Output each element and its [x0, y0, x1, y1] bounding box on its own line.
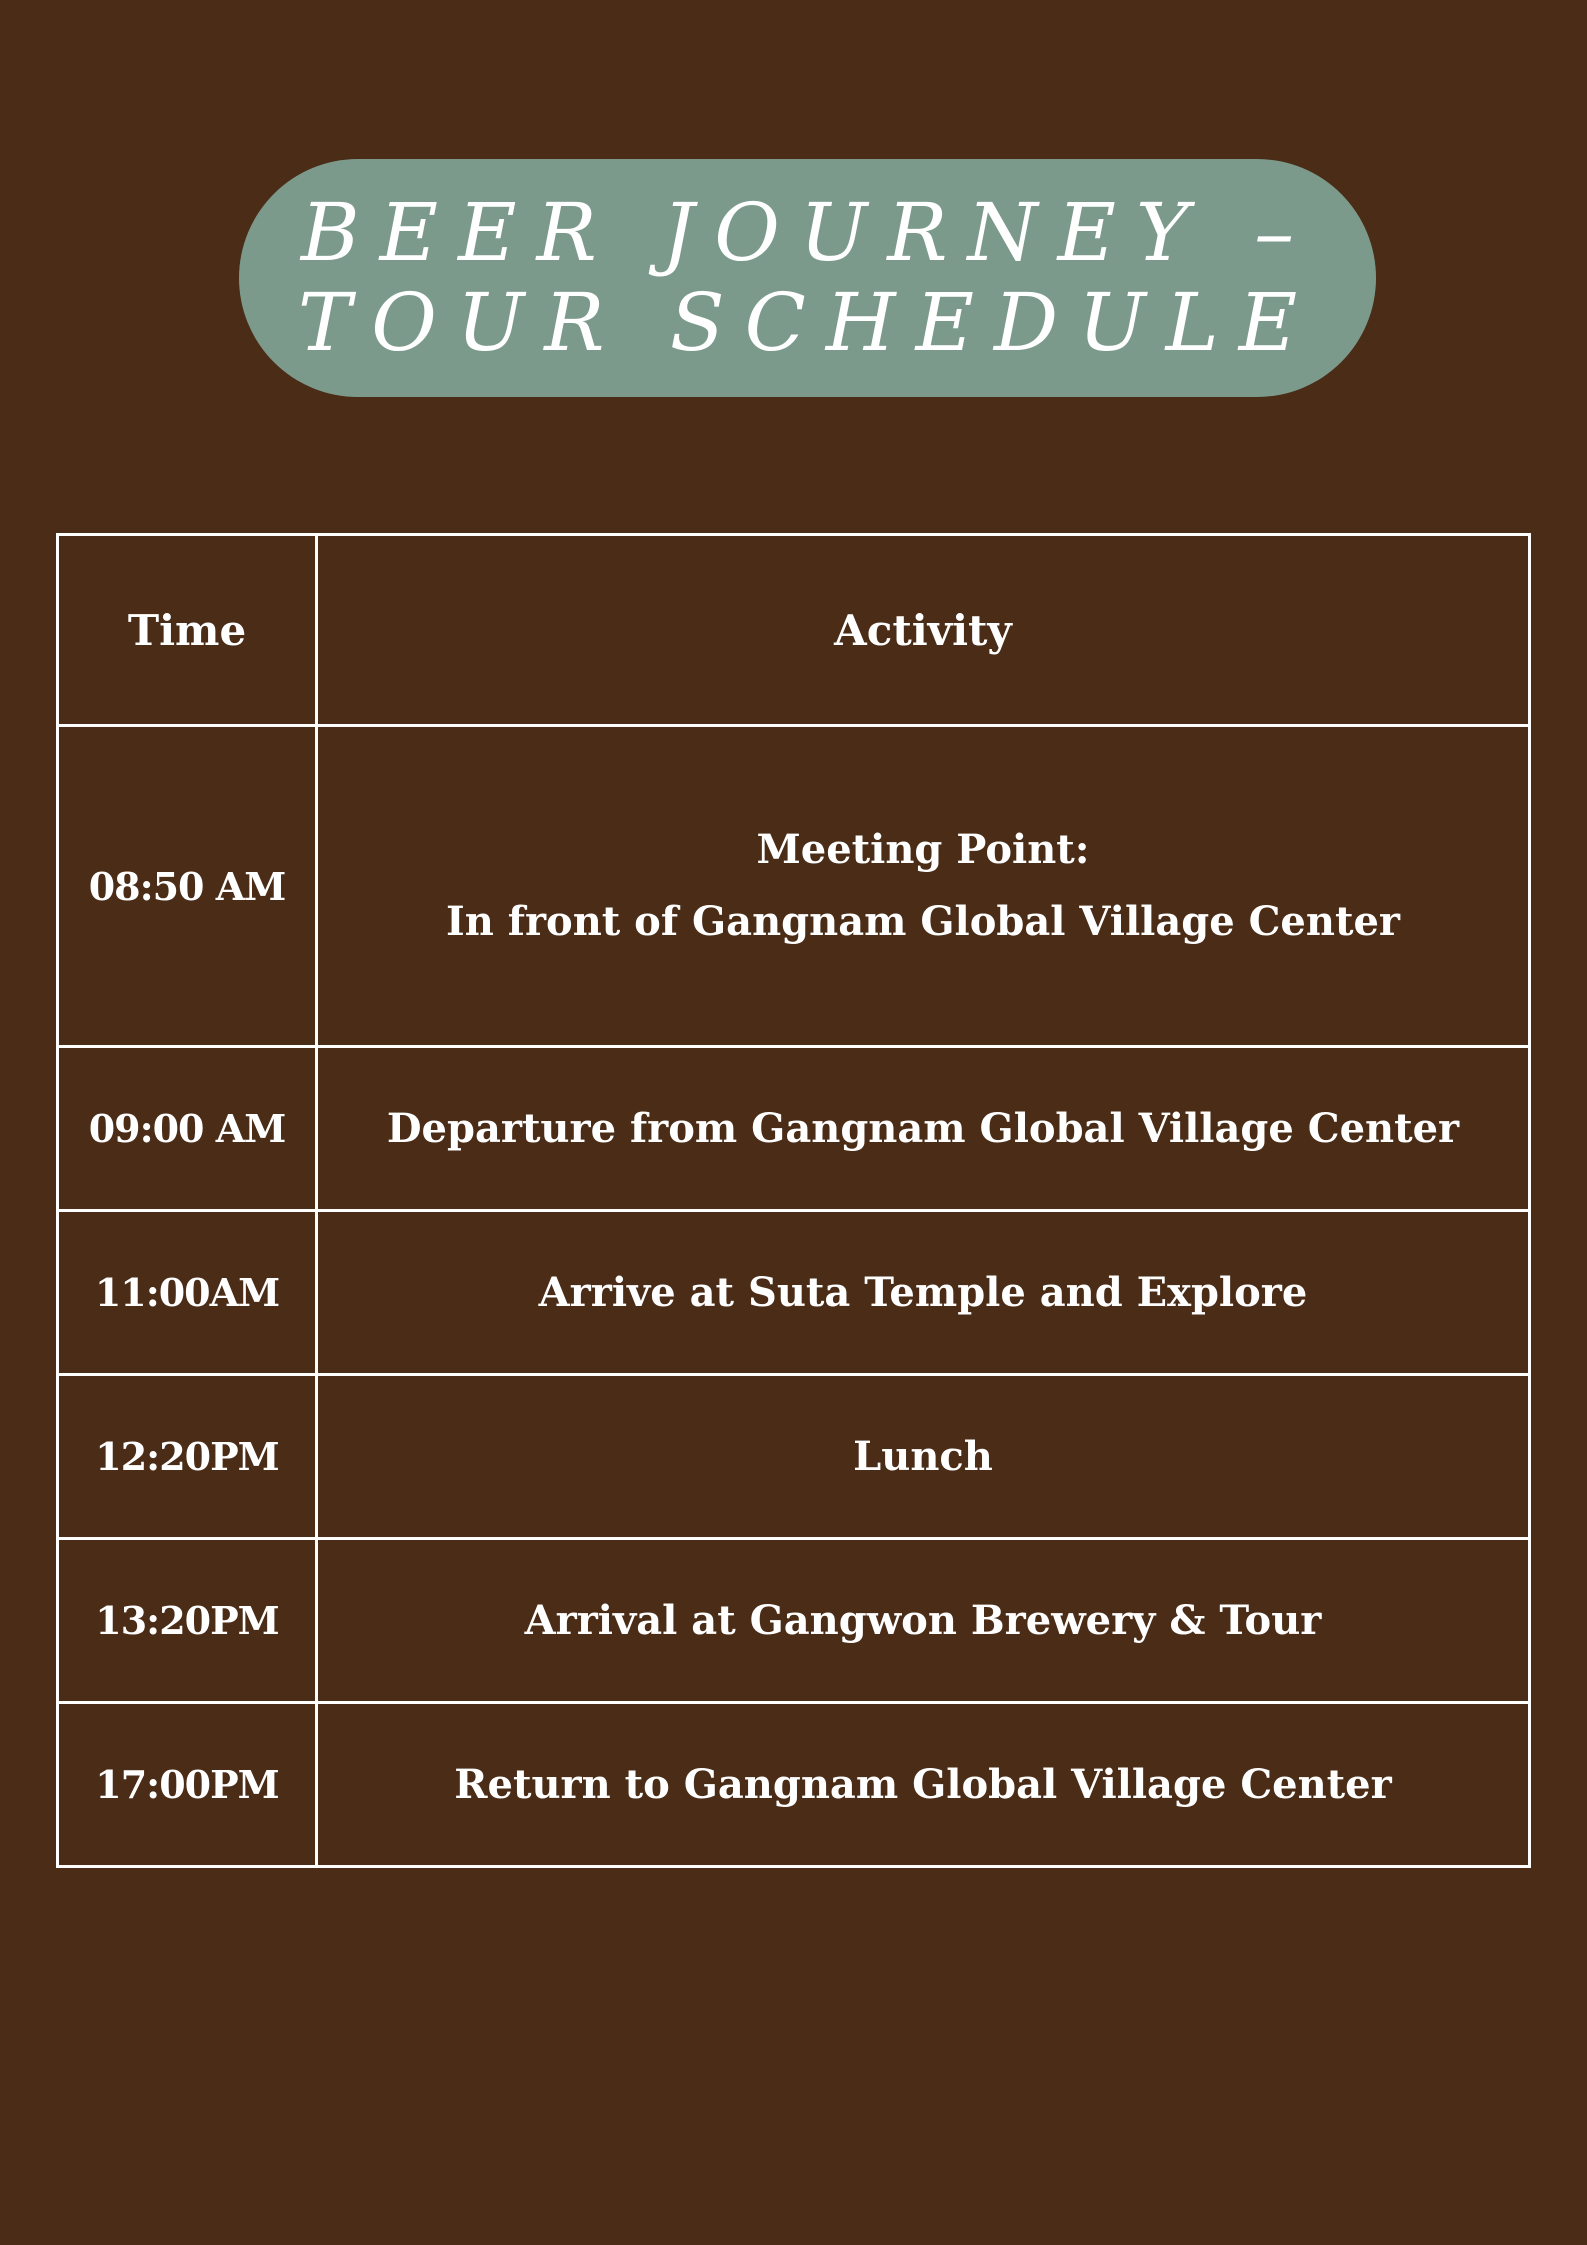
activity-cell — [317, 1375, 1530, 1539]
title-banner — [239, 159, 1376, 397]
activity-line: Return to Gangnam Global Village Center — [454, 1760, 1392, 1808]
activity-cell — [317, 1211, 1530, 1375]
activity-cell — [317, 1703, 1530, 1867]
schedule-table — [56, 533, 1531, 1868]
activity-line: In front of Gangnam Global Village Center — [446, 898, 1400, 946]
table-row — [58, 1375, 1530, 1539]
activity-cell — [317, 1047, 1530, 1211]
time-cell: 12:20PM — [58, 1375, 317, 1539]
table-row — [58, 1539, 1530, 1703]
activity-line: Meeting Point: — [756, 826, 1090, 874]
time-cell: 11:00AM — [58, 1211, 317, 1375]
table-row — [58, 1211, 1530, 1375]
activity-line: Lunch — [853, 1432, 993, 1480]
time-cell: 13:20PM — [58, 1539, 317, 1703]
activity-cell — [317, 1539, 1530, 1703]
activity-line: Arrival at Gangwon Brewery & Tour — [524, 1596, 1322, 1644]
table-header-row — [58, 535, 1530, 726]
column-header-activity: Activity — [317, 535, 1530, 726]
activity-line: Departure from Gangnam Global Village Center — [386, 1104, 1460, 1152]
time-cell: 09:00 AM — [58, 1047, 317, 1211]
time-cell: 08:50 AM — [58, 726, 317, 1047]
table-row — [58, 726, 1530, 1047]
column-header-time: Time — [58, 535, 317, 726]
time-cell: 17:00PM — [58, 1703, 317, 1867]
activity-cell — [317, 726, 1530, 1047]
title-line-2: TOUR SCHEDULE — [297, 276, 1318, 369]
table-row — [58, 1703, 1530, 1867]
activity-line: Arrive at Suta Temple and Explore — [538, 1268, 1308, 1316]
table-row — [58, 1047, 1530, 1211]
title-line-1: BEER JOURNEY – — [300, 186, 1315, 279]
